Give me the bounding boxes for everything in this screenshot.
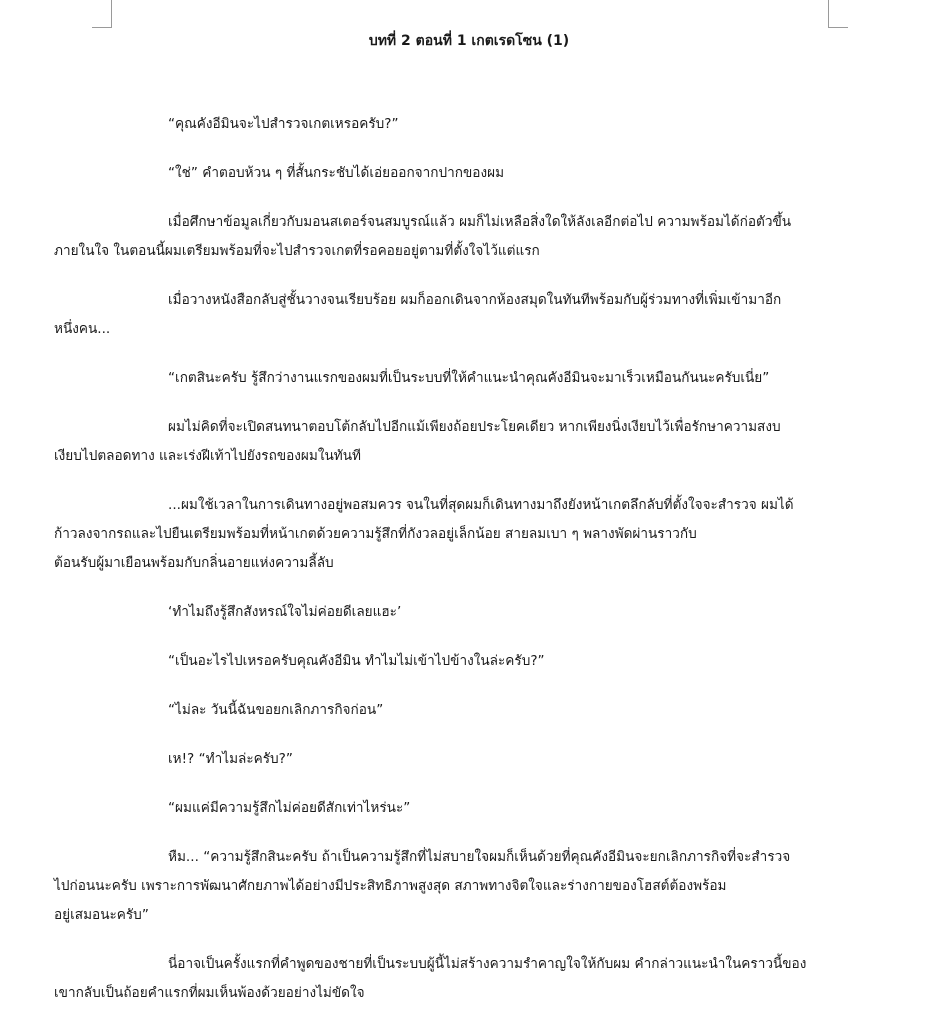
paragraph	[54, 950, 831, 1008]
paragraph	[54, 413, 831, 471]
paragraph-line: “คุณคังอีมินจะไปสำรวจเกตเหรอครับ?”	[168, 116, 399, 132]
paragraph-line: นี่อาจเป็นครั้งแรกที่คำพูดของชายที่เป็นระบบผู้นี้ไม่สร้างความรำคาญใจให้กับผม คำกล่าวแนะนำในคราวนี้ของ	[168, 956, 807, 972]
paragraph-line: หืม... “ความรู้สึกสินะครับ ถ้าเป็นความรู้สึกที่ไม่สบายใจผมก็เห็นด้วยที่คุณคังอีมินจะยกเลิกภารกิจที่จะสำรวจ	[168, 849, 791, 865]
paragraph-line: “ใช่” คำตอบห้วน ๆ ที่สั้นกระชับได้เอ่ยออกจากปากของผม	[168, 165, 505, 181]
paragraph-line: ภายในใจ ในตอนนี้ผมเตรียมพร้อมที่จะไปสำรวจเกตที่รอคอยอยู่ตามที่ตั้งใจไว้แต่แรก	[54, 243, 540, 259]
paragraph	[111, 745, 831, 774]
paragraph-line: “เกตสินะครับ รู้สึกว่างานแรกของผมที่เป็นระบบที่ให้คำแนะนำคุณคังอีมินจะมาเร็วเหมือนกันนะครับเนี่ย”	[168, 370, 770, 386]
paragraph-line: ต้อนรับผู้มาเยือนพร้อมกับกลิ่นอายแห่งความลี้ลับ	[54, 555, 334, 571]
paragraph	[111, 110, 831, 139]
crop-mark-left-horizontal	[92, 27, 112, 28]
paragraph	[111, 647, 831, 676]
paragraph-line: หนึ่งคน...	[54, 321, 111, 337]
paragraph-line: “ผมแค่มีความรู้สึกไม่ค่อยดีสักเท่าไหร่นะ”	[168, 800, 411, 816]
paragraph	[111, 159, 831, 188]
paragraph-line: ‘ทำไมถึงรู้สึกสังหรณ์ใจไม่ค่อยดีเลยแฮะ’	[168, 604, 402, 620]
paragraph-line: เมื่อวางหนังสือกลับสู่ชั้นวางจนเรียบร้อย ผมก็ออกเดินจากห้องสมุดในทันทีพร้อมกับผู้ร่วมทางที่เพิ่มเข้ามาอีก	[168, 292, 782, 308]
paragraph	[54, 491, 831, 578]
paragraph	[111, 696, 831, 725]
paragraph-line: “ไม่ละ วันนี้ฉันขอยกเลิกภารกิจก่อน”	[168, 702, 384, 718]
crop-mark-left-vertical	[111, 0, 112, 27]
paragraph-line: เงียบไปตลอดทาง และเร่งฝีเท้าไปยังรถของผมในทันที	[54, 448, 361, 464]
paragraph-line: ก้าวลงจากรถและไปยืนเตรียมพร้อมที่หน้าเกตด้วยความรู้สึกที่กังวลอยู่เล็กน้อย สายลมเบา ๆ พลางพัดผ่านราวกับ	[54, 526, 697, 542]
paragraph-line: เขากลับเป็นถ้อยคำแรกที่ผมเห็นพ้องด้วยอย่างไม่ขัดใจ	[54, 985, 365, 1001]
document-body	[54, 110, 831, 1028]
crop-mark-right-horizontal	[828, 27, 848, 28]
paragraph-line: ไปก่อนนะครับ เพราะการพัฒนาศักยภาพได้อย่างมีประสิทธิภาพสูงสุด สภาพทางจิตใจและร่างกายของโฮสต์ต้องพร้อม	[54, 878, 727, 894]
crop-mark-right-vertical	[828, 0, 829, 27]
paragraph	[54, 286, 831, 344]
paragraph	[111, 794, 831, 823]
paragraph	[111, 364, 831, 393]
paragraph	[54, 843, 831, 930]
paragraph-line: ...ผมใช้เวลาในการเดินทางอยู่พอสมควร จนในที่สุดผมก็เดินทางมาถึงยังหน้าเกตลึกลับที่ตั้งใจจะสำรวจ ผมได้	[168, 497, 794, 513]
paragraph-line: เห!? “ทำไมล่ะครับ?”	[168, 751, 293, 767]
paragraph-line: ผมไม่คิดที่จะเปิดสนทนาตอบโต้กลับไปอีกแม้เพียงถ้อยประโยคเดียว หากเพียงนิ่งเงียบไว้เพื่อรักษาความสงบ	[168, 419, 781, 435]
paragraph-line: “เป็นอะไรไปเหรอครับคุณคังอีมิน ทำไมไม่เข้าไปข้างในล่ะครับ?”	[168, 653, 545, 669]
chapter-title: บทที่ 2 ตอนที่ 1 เกตเรดโซน (1)	[368, 33, 570, 49]
paragraph	[54, 208, 831, 266]
paragraph-line: อยู่เสมอนะครับ”	[54, 907, 149, 923]
paragraph	[111, 598, 831, 627]
paragraph-line: เมื่อศึกษาข้อมูลเกี่ยวกับมอนสเตอร์จนสมบูรณ์แล้ว ผมก็ไม่เหลือสิ่งใดให้ลังเลอีกต่อไป ความพร้อมได้ก่อตัวขึ้น	[168, 214, 792, 230]
